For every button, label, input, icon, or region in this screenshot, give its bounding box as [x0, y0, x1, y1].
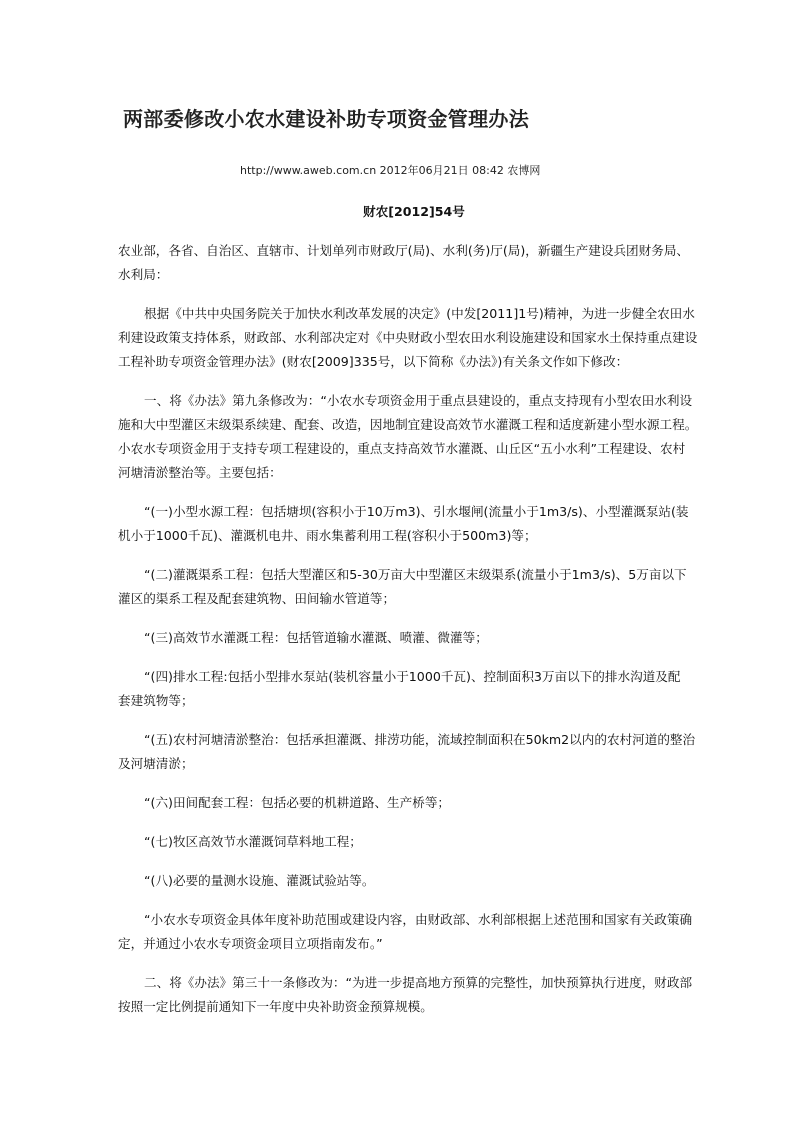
body-line: 利建设政策支持体系，财政部、水利部决定对《中央财政小型农田水利设施建设和国家水土保持重点建设: [118, 330, 698, 345]
body-line: “(七)牧区高效节水灌溉饲草料地工程；: [144, 834, 362, 849]
body-line: “(五)农村河塘清淤整治：包括承担灌溉、排涝功能，流域控制面积在50km2以内的农村河道的整治: [144, 732, 696, 747]
body-line: 根据《中共中央国务院关于加快水利改革发展的决定》(中发[2011]1号)精神，为进一步健全农田水: [144, 306, 695, 321]
document-number: 财农[2012]54号: [363, 204, 465, 219]
body-line: 施和大中型灌区末级渠系续建、配套、改造，因地制宜建设高效节水灌溉工程和适度新建小型水源工程。: [118, 417, 698, 432]
body-line: 水利局：: [118, 267, 169, 282]
body-line: “小农水专项资金具体年度补助范围或建设内容，由财政部、水利部根据上述范围和国家有关政策确: [144, 912, 693, 927]
body-line: 河塘清淤整治等。主要包括：: [118, 465, 282, 480]
body-line: 工程补助专项资金管理办法》(财农[2009]335号，以下简称《办法》)有关条文作如下修改：: [118, 354, 629, 369]
body-line: “(二)灌溉渠系工程：包括大型灌区和5-30万亩大中型灌区末级渠系(流量小于1m3/s)、5万亩以下: [144, 567, 687, 582]
body-line: 定，并通过小农水专项资金项目立项指南发布。”: [118, 936, 383, 951]
body-line: “(三)高效节水灌溉工程：包括管道输水灌溉、喷灌、微灌等；: [144, 630, 488, 645]
body-line: “(六)田间配套工程：包括必要的机耕道路、生产桥等；: [144, 795, 451, 810]
article-source-line: http://www.aweb.com.cn 2012年06月21日 08:42 农博网: [240, 164, 541, 177]
body-line: “(四)排水工程:包括小型排水泵站(装机容量小于1000千瓦)、控制面积3万亩以下的排水沟道及配: [144, 669, 681, 684]
body-line: 二、将《办法》第三十一条修改为：“为进一步提高地方预算的完整性，加快预算执行进度，财政部: [144, 975, 693, 990]
body-line: 农业部，各省、自治区、直辖市、计划单列市财政厅(局)、水利(务)厅(局)，新疆生产建设兵团财务局、: [118, 243, 690, 258]
body-line: “(八)必要的量测水设施、灌溉试验站等。: [144, 873, 375, 888]
body-line: 一、将《办法》第九条修改为：“小农水专项资金用于重点县建设的，重点支持现有小型农田水利设: [144, 393, 693, 408]
body-line: 机小于1000千瓦)、灌溉机电井、雨水集蓄利用工程(容积小于500m3)等；: [118, 528, 537, 543]
document-title: 两部委修改小农水建设补助专项资金管理办法: [123, 107, 529, 131]
body-line: “(一)小型水源工程：包括塘坝(容积小于10万m3)、引水堰闸(流量小于1m3/s)、小型灌溉泵站(装: [144, 504, 689, 519]
body-line: 套建筑物等；: [118, 693, 194, 708]
body-line: 及河塘清淤；: [118, 756, 194, 771]
body-line: 灌区的渠系工程及配套建筑物、田间输水管道等；: [118, 591, 396, 606]
body-line: 小农水专项资金用于支持专项工程建设的，重点支持高效节水灌溉、山丘区“五小水利”工程建设、农村: [118, 441, 686, 456]
body-line: 按照一定比例提前通知下一年度中央补助资金预算规模。: [118, 999, 433, 1014]
